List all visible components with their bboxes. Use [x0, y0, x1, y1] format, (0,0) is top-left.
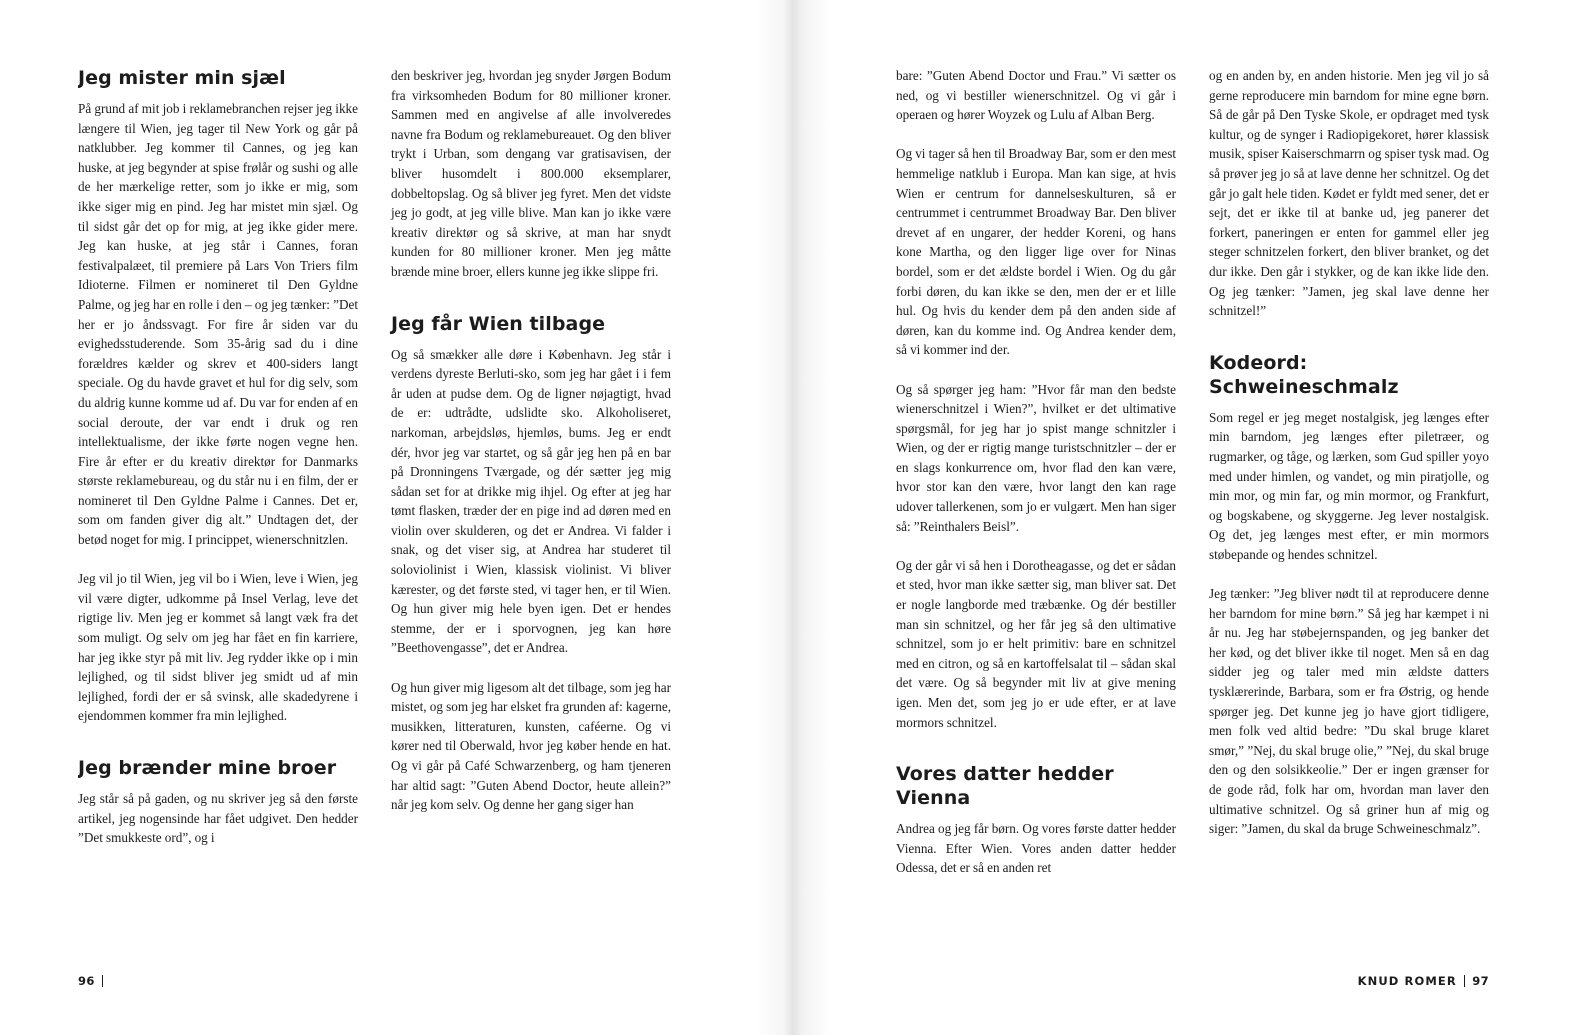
page-number-right: 97 — [1472, 974, 1489, 988]
page-number-left: 96 — [78, 974, 95, 988]
right-page-columns — [896, 66, 1489, 951]
left-page-columns — [78, 66, 671, 951]
section-heading-jeg-braender-mine-broer: Jeg brænder mine broer — [78, 757, 337, 779]
paragraph: Som regel er jeg meget nostalgisk, jeg længes efter min barndom, jeg længes efter piletræer, og rugmarker, og tåge, og lærken, som Gud spiller yoyo med under himlen, og vandet, og min piratjolle, og min mor, og min far, og min mormor, og Frankfurt, og bogskabene, og skyggerne. Jeg lever nostalgisk. Og det, jeg længes mest efter, er min mormors støbepande og hendes schnitzel. — [1209, 409, 1489, 562]
paragraph-continuation: den beskriver jeg, hvordan jeg snyder Jørgen Bodum fra virksomheden Bodum for 80 millioner kroner. Sammen med en angivelse af alle involveredes navne fra Bodum og reklamebureauet. Og den bliver trykt i Urban, som dengang var gratisavisen, der bliver husomdelt i 800.000 eksemplarer, dobbeltopslag. Og så bliver jeg fyret. Men det vidste jeg jo godt, at jeg ville blive. Man kan jo ikke være kreativ direktør og så skrive, at man har snydt kunden for 80 millioner kroner. Men jeg måtte brænde mine broer, ellers kunne jeg ikke slippe fri. — [391, 68, 671, 279]
paragraph: Og hun giver mig ligesom alt det tilbage, som jeg har mistet, og som jeg har elsket fra grunden af: kagerne, musikken, litteraturen, kunsten, caféerne. Og vi kører ned til Oberwald, hvor jeg køber hende en hat. Og vi går på Café Schwarzenberg, og ham tjeneren har altid sagt: ”Guten Abend Doctor, heute allein?” når jeg kom selv. Og denne her gang siger han — [391, 679, 671, 813]
left-page-column-1 — [78, 66, 358, 951]
paragraph-continuation: og en anden by, en anden historie. Men jeg vil jo så gerne reproducere min barndom for mine egne børn. Så de går på Den Tyske Skole, er opdraget med tysk kultur, og de synger i Radiopigekoret, hører klassisk musik, spiser Kaiserschmarrn og spiser tysk mad. Og så prøver jeg jo så at lave denne her schnitzel. Og det går jo galt hele tiden. Kødet er fyldt med sener, det er sejt, det er ikke til at banke ud, jeg panerer det forkert, paneringen er enten for gammel eller jeg steger schnitzelen forkert, den bliver branket, og det dur ikke. Den går i stykker, og de kan ikke lide den. Og jeg tænker: ”Jamen, jeg skal lave denne her schnitzel!” — [1209, 68, 1489, 319]
page-footer-right — [1358, 974, 1489, 988]
running-footer-author: KNUD ROMER — [1357, 974, 1457, 988]
page-right — [793, 0, 1586, 1035]
section-heading-jeg-faar-wien-tilbage: Jeg får Wien tilbage — [391, 312, 606, 335]
paragraph: Jeg står så på gaden, og nu skriver jeg så den første artikel, jeg nogensinde har fået udgivet. Den hedder ”Det smukkeste ord”, og i — [78, 791, 358, 846]
paragraph: Og så spørger jeg ham: ”Hvor får man den bedste wienerschnitzel i Wien?”, hvilket er det ultimative spørgsmål, for jeg har jo spist mange schnitzler i Wien, og der er rigtig mange turistschnitzler – der er en slags konkurrence om, hvor flad den kan være, hvor stor kan den være, hvor langt den kan rage udover tallerkenen, som jo er vulgært. Men han siger så: ”Reinthalers Beisl”. — [896, 381, 1176, 534]
section-heading-vores-datter-hedder-vienna: Vores datter hedder Vienna — [896, 763, 1114, 810]
right-page-column-1 — [896, 66, 1176, 951]
footer-divider — [1464, 975, 1465, 987]
page-footer-left — [78, 974, 103, 988]
section-heading-kodeord-schweineschmalz: Kodeord: Schweineschmalz — [1209, 351, 1399, 398]
paragraph: Jeg tænker: ”Jeg bliver nødt til at reproducere denne her barndom for mine børn.” Så jeg har kæmpet i ni år nu. Jeg har støbejernspanden, og jeg banker det her kød, og det bliver ikke til noget. Men så en dag sidder jeg og taler med min ældste datters tysklærerinde, Barbara, som er fra Østrig, og hende spørger jeg. Det kunne jeg jo have gjort tidligere, men folk ved altid bedre: ”Du skal bruge klaret smør,” ”Nej, du skal bruge olie,” ”Nej, du skal bruge den og den solsikkeolie.” Der er ingen grænser for de gode råd, folk har om, hvordan man laver den ultimative schnitzel. Og så griner hun af mig og siger: ”Jamen, du skal da bruge Schweineschmalz”. — [1209, 586, 1489, 837]
section-heading-jeg-mister-min-sjael: Jeg mister min sjæl — [78, 67, 286, 89]
paragraph: Jeg vil jo til Wien, jeg vil bo i Wien, leve i Wien, jeg vil være digter, udkomme på Insel Verlag, leve det rigtige liv. Men jeg er kommet så langt væk fra det som muligt. Og selv om jeg har fået en fin karriere, har jeg ikke styr på mit liv. Jeg rydder ikke op i min lejlighed, og til sidst bliver jeg smidt ud af min lejlighed, fordi der er så svinsk, alle skadedyrene i ejendommen kommer fra min lejlighed. — [78, 571, 358, 724]
right-page-column-2 — [1209, 66, 1489, 951]
paragraph: Og så smækker alle døre i København. Jeg står i verdens dyreste Berluti-sko, som jeg har gået i i fem år uden at pudse dem. Og de ligner nøjagtigt, hvad de er: udtrådte, udslidte sko. Alkoholiseret, narkoman, arbejdsløs, hjemløs, bums. Jeg er endt dér, hvor jeg var startet, og så går jeg hen på en bar på Dronningens Tværgade, og dér sætter jeg mig sådan set for at drikke mig ihjel. Og efter at jeg har tømt flasken, træder der en pige ind ad døren med en violin over skulderen, og det er Andrea. Vi falder i snak, og det viser sig, at Andrea har studeret til soloviolinist i Wien, klassisk violinist. Vi bliver kærester, og det første sted, vi tager hen, er til Wien. Og hun giver mig hele byen igen. Det er hendes stemme, der er i sporvognen, jeg kan høre ”Beethovengasse”, det er Andrea. — [391, 346, 671, 656]
paragraph: Og vi tager så hen til Broadway Bar, som er den mest hemmelige natklub i Europa. Man kan sige, at hvis Wien er centrum for dannelseskulturen, så er centrummet i centrummet Broadway Bar. Den bliver drevet af en ungarer, der hedder Koreni, og hans kone Martha, og den ligger lige over for Ninas bordel, som er det ældste bordel i Wien. Og du går forbi døren, du kan ikke se den, men der er et lille hul. Og hvis du kender dem på den anden side af døren, kan du komme ind. Og Andrea kender dem, så vi kommer ind der. — [896, 146, 1176, 358]
paragraph: Andrea og jeg får børn. Og vores første datter hedder Vienna. Efter Wien. Vores anden datter hedder Odessa, det er så en anden ret — [896, 821, 1176, 876]
paragraph: På grund af mit job i reklamebranchen rejser jeg ikke længere til Wien, jeg tager til New York og går på natklubber. Jeg kommer til Cannes, og jeg kan huske, at jeg begynder at spise frølår og sushi og alle de her mærkelige retter, som jo ikke er mig, som ikke siger mig en pind. Jeg har mistet min sjæl. Og til sidst går det op for mig, at jeg ikke gider mere. Jeg kan huske, at jeg står i Cannes, foran festivalpalæet, til premiere på Lars Von Triers film Idioterne. Filmen er nomineret til Den Gyldne Palme, og jeg har en rolle i den – og jeg tænker: ”Det her er jo åndssvagt. For fire år siden var du evighedsstuderende. Som 35-årig sad du i dine forældres kælder og skrev et 400-siders langt speciale. Og du havde gravet et hul for dig selv, som du aldrig kunne komme ud af. Du var for enden af en social deroute, der var endt i druk og ren intellektualisme, der ikke førte nogen vegne hen. Fire år efter er du kreativ direktør for Danmarks største reklamebureau, og du står nu i en film, der er nomineret til Den Gyldne Palme i Cannes. Det er, som om fanden giver dig alt.” Undtagen det, der betød noget for mig. I princippet, wienerschnitzlen. — [78, 101, 358, 548]
paragraph: Og der går vi så hen i Dorotheagasse, og det er sådan et sted, hvor man ikke sætter sig, man bliver sat. Det er nogle langborde med træbænke. Og dér bestiller man sin schnitzel, og her får jeg så den ultimative schnitzel, som jo er helt primitiv: bare en schnitzel med en citron, og så en kartoffelsalat til – sådan skal det være. Og så begynder mit liv at give mening igen. Men det, som jeg jo er ude efter, er at lave mormors schnitzel. — [896, 557, 1176, 730]
paragraph-continuation: bare: ”Guten Abend Doctor und Frau.” Vi sætter os ned, og vi bestiller wienerschnitzel. Og vi går i operaen og hører Woyzek og Lulu af Alban Berg. — [896, 68, 1176, 123]
footer-divider — [102, 975, 103, 987]
left-page-column-2 — [391, 66, 671, 951]
page-left — [0, 0, 793, 1035]
